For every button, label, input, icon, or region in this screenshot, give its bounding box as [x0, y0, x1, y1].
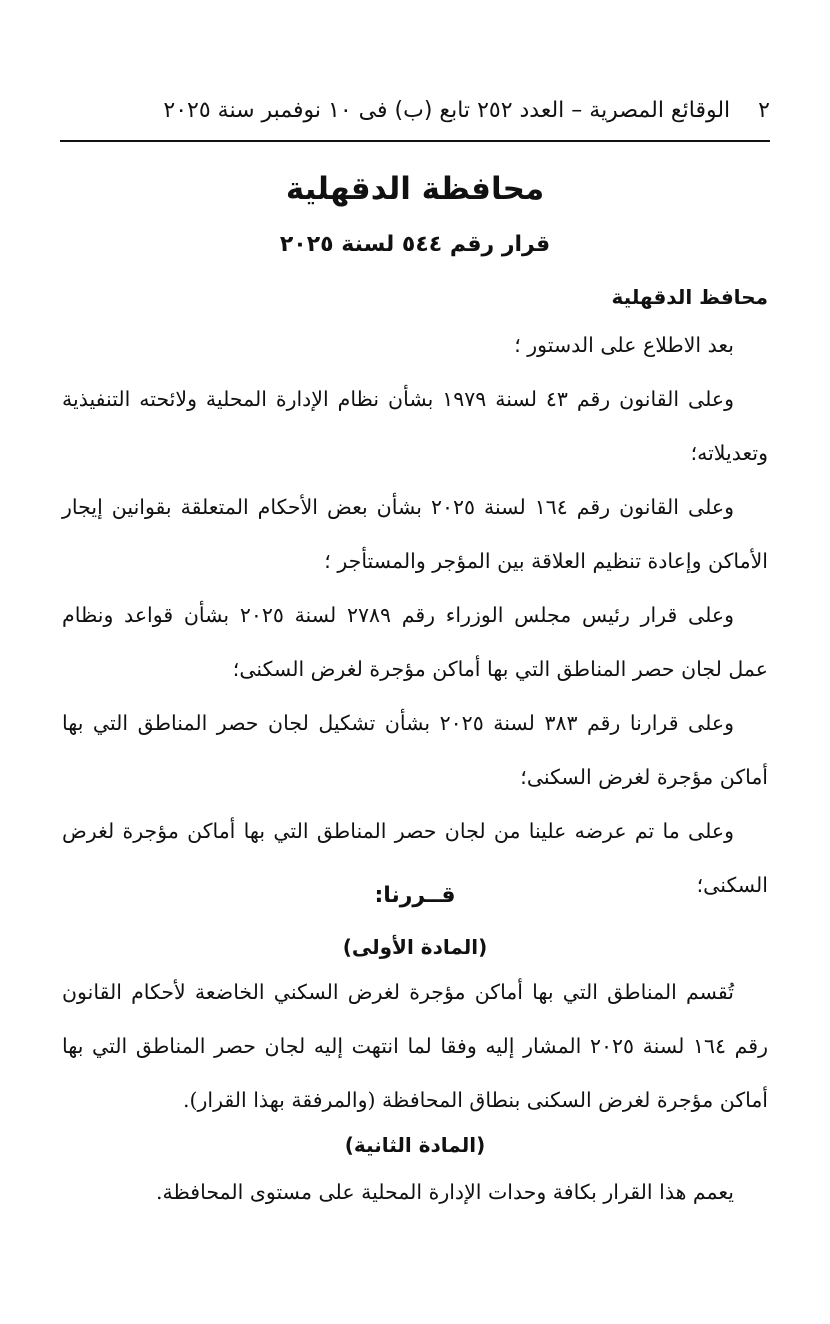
article-two-text: يعمم هذا القرار بكافة وحدات الإدارة المحلية على مستوى المحافظة. [155, 1180, 734, 1204]
governorate-title: محافظة الدقهلية [285, 171, 545, 207]
preamble-clause: وعلى قرار رئيس مجلس الوزراء رقم ٢٧٨٩ لسنة ٢٠٢٥ بشأن قواعد ونظام عمل لجان حصر المناطق التي بها أماكن مؤجرة لغرض السكنى؛ [62, 603, 768, 681]
gazette-issue-line: الوقائع المصرية – العدد ٢٥٢ تابع (ب) فى ١٠ نوفمبر سنة ٢٠٢٥ [163, 97, 731, 123]
article-two-section [62, 1165, 768, 1219]
preamble-clause: وعلى قرارنا رقم ٣٨٣ لسنة ٢٠٢٥ بشأن تشكيل لجان حصر المناطق التي بها أماكن مؤجرة لغرض السكنى؛ [62, 711, 768, 789]
header-divider [60, 140, 770, 142]
preamble-section [62, 318, 768, 912]
issuer-line: محافظ الدقهلية [611, 285, 768, 309]
preamble-clause: بعد الاطلاع على الدستور ؛ [514, 333, 734, 357]
page-number: ٢ [758, 97, 770, 123]
article-one-text: تُقسم المناطق التي بها أماكن مؤجرة لغرض السكني الخاضعة لأحكام القانون رقم ١٦٤ لسنة ٢٠٢٥ المشار إليه وفقا لما انتهت إليه لجان حصر المناطق التي بها أماكن مؤجرة لغرض السكنى بنطاق المحافظة (والمرفقة بهذا القرار). [62, 980, 768, 1112]
article-one-section [62, 965, 768, 1127]
decided-heading: قــررنا: [374, 883, 456, 908]
running-header [60, 92, 770, 128]
article-one-heading: (المادة الأولى) [342, 935, 488, 959]
preamble-clause: وعلى القانون رقم ٤٣ لسنة ١٩٧٩ بشأن نظام الإدارة المحلية ولائحته التنفيذية وتعديلاته؛ [62, 387, 768, 465]
preamble-clause: وعلى القانون رقم ١٦٤ لسنة ٢٠٢٥ بشأن بعض الأحكام المتعلقة بقوانين إيجار الأماكن وإعادة تنظيم العلاقة بين المؤجر والمستأجر ؛ [62, 495, 768, 573]
decree-number-title: قرار رقم ٥٤٤ لسنة ٢٠٢٥ [279, 232, 551, 257]
preamble-clause: وعلى ما تم عرضه علينا من لجان حصر المناطق التي بها أماكن مؤجرة لغرض السكنى؛ [62, 819, 768, 897]
article-two-heading: (المادة الثانية) [344, 1133, 486, 1157]
